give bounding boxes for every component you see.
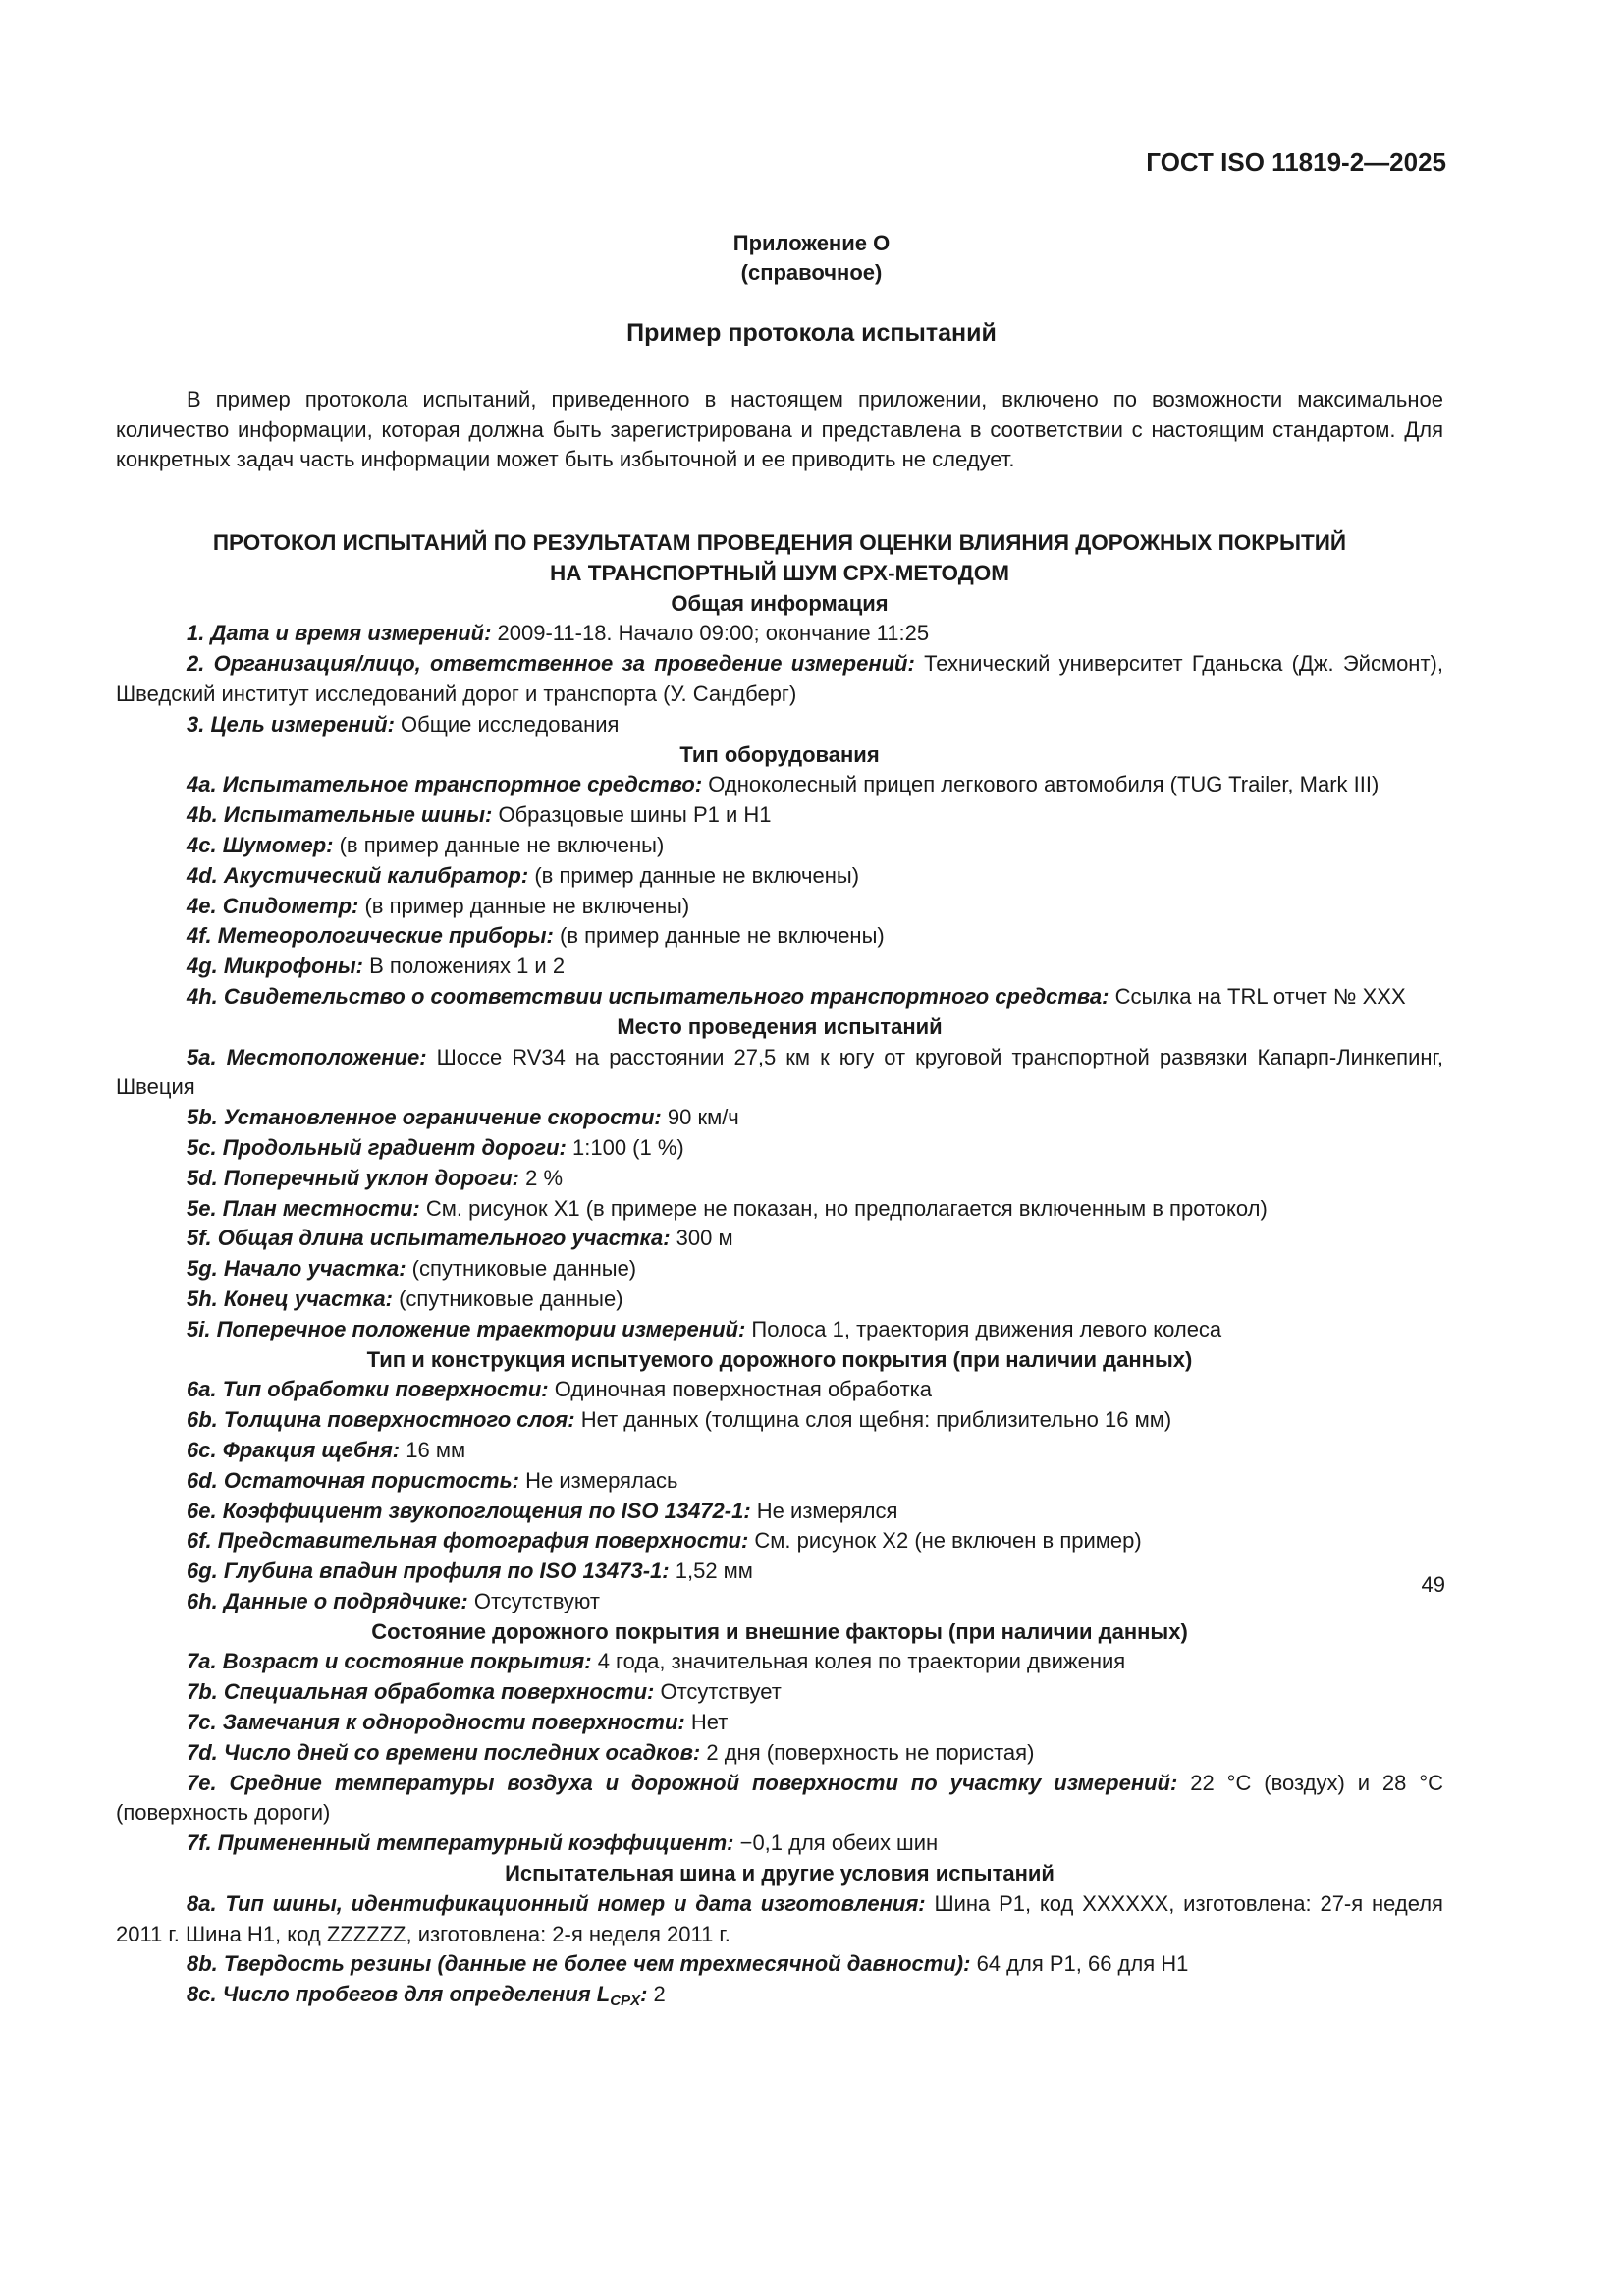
protocol-item: [116, 1557, 1443, 1587]
page-number: 49: [1421, 1572, 1445, 1597]
protocol-item: [116, 1375, 1443, 1405]
section-heading: Испытательная шина и другие условия испытаний: [505, 1861, 1055, 1886]
protocol-item: [116, 1829, 1443, 1859]
item-label-text: 5i. Поперечное положение траектории измерений:: [187, 1316, 746, 1341]
appendix-title: Приложение О: [732, 231, 891, 255]
item-label-text: 6f. Представительная фотография поверхности:: [187, 1528, 749, 1554]
item-label-text: 4h. Свидетельство о соответствии испытательного транспортного средства:: [187, 983, 1109, 1009]
item-value: Полоса 1, траектория движения левого колеса: [751, 1316, 1222, 1341]
protocol-item: [116, 1224, 1443, 1254]
protocol-item: [116, 1436, 1443, 1466]
item-value: Общие исследования: [401, 711, 620, 737]
item-label-text: 4a. Испытательное транспортное средство:: [187, 772, 703, 797]
protocol-item: [116, 1738, 1443, 1769]
item-label: [187, 1982, 648, 2010]
item-label-tail: :: [640, 1982, 648, 2007]
protocol-item: [116, 1164, 1443, 1194]
item-value: 16 мм: [406, 1437, 466, 1462]
item-label-text: 7e. Средние температуры воздуха и дорожной поверхности по участку измерений:: [187, 1770, 1178, 1795]
item-label-text: 3. Цель измерений:: [187, 711, 395, 737]
item-value: Отсутствуют: [473, 1588, 601, 1613]
item-value: Нет данных (толщина слоя щебня: приблизительно 16 мм): [580, 1407, 1172, 1433]
item-label-text: 7f. Примененный температурный коэффициент:: [187, 1831, 734, 1856]
protocol-item: [116, 1769, 1443, 1830]
protocol-item: [116, 1889, 1443, 1950]
item-label-text: 5a. Местоположение:: [187, 1044, 427, 1069]
item-label-text: 4d. Акустический калибратор:: [187, 862, 529, 888]
item-label: [187, 1679, 654, 1704]
protocol-title-line-1: ПРОТОКОЛ ИСПЫТАНИЙ ПО РЕЗУЛЬТАТАМ ПРОВЕДЕНИЯ ОЦЕНКИ ВЛИЯНИЯ ДОРОЖНЫХ ПОКРЫТИЙ: [212, 530, 1347, 555]
item-label: [187, 1528, 748, 1553]
item-value: (спутниковые данные): [411, 1256, 637, 1282]
item-label: [187, 772, 702, 796]
protocol-item: [116, 921, 1443, 952]
test-protocol: [116, 528, 1443, 2010]
protocol-item: [116, 1285, 1443, 1315]
item-value: Образцовые шины P1 и H1: [498, 802, 772, 828]
protocol-item: [116, 1497, 1443, 1527]
item-label-text: 5d. Поперечный уклон дороги:: [187, 1165, 520, 1190]
item-label-text: 4b. Испытательные шины:: [187, 802, 493, 828]
item-label: [187, 1951, 970, 1976]
item-label-text: 2. Организация/лицо, ответственное за проведение измерений:: [187, 651, 915, 677]
section-heading: Тип оборудования: [679, 741, 880, 767]
item-value: 1,52 мм: [675, 1558, 753, 1584]
item-value: Не измерялся: [756, 1498, 898, 1523]
item-value: (в пример данные не включены): [560, 923, 885, 949]
item-label: [187, 1831, 733, 1855]
item-label: [187, 1286, 393, 1311]
item-label-text: 6b. Толщина поверхностного слоя:: [187, 1407, 575, 1433]
protocol-item: [116, 1254, 1443, 1285]
item-label: [187, 1891, 926, 1916]
item-label-text: 7a. Возраст и состояние покрытия:: [187, 1649, 592, 1674]
item-label: [187, 1226, 671, 1250]
item-value: (в пример данные не включены): [339, 832, 665, 857]
item-value: 300 м: [676, 1226, 733, 1251]
item-label: [187, 894, 358, 918]
item-value: 22 °С (воздух) и 28 °С (поверхность дороги): [116, 1770, 1444, 1826]
item-label-text: 6e. Коэффициент звукопоглощения по ISO 13472-1:: [187, 1498, 751, 1523]
item-label-text: 7b. Специальная обработка поверхности:: [187, 1679, 655, 1705]
item-label: [187, 1317, 745, 1341]
protocol-item: [116, 1405, 1443, 1436]
item-value: (в пример данные не включены): [364, 893, 690, 918]
document-code: ГОСТ ISO 11819-2—2025: [1146, 147, 1446, 177]
item-label-text: 7d. Число дней со времени последних осадков:: [187, 1739, 701, 1765]
protocol-sections: [116, 589, 1443, 2010]
item-label-text: 5e. План местности:: [187, 1195, 420, 1221]
item-label-text: 5g. Начало участка:: [187, 1256, 406, 1282]
protocol-item: [116, 800, 1443, 831]
item-label: [187, 1771, 1177, 1795]
appendix-subtitle: (справочное): [740, 260, 883, 285]
item-value: Шина P1, код XXXXXX, изготовлена: 27-я неделя 2011 г. Шина H1, код ZZZZZZ, изготовлена: 2-я неделя 2011 г.: [116, 1890, 1443, 1946]
item-label: [187, 1710, 685, 1734]
item-label-text: 8c. Число пробегов для определения L: [187, 1982, 611, 2007]
item-label: [187, 1649, 592, 1673]
item-label: [187, 1589, 468, 1613]
item-label-text: 7c. Замечания к однородности поверхности:: [187, 1710, 685, 1735]
item-value: 90 км/ч: [667, 1105, 739, 1130]
item-value: В положениях 1 и 2: [369, 954, 566, 979]
protocol-item: [116, 619, 1443, 649]
item-label-text: 5c. Продольный градиент дороги:: [187, 1134, 567, 1160]
protocol-title: [116, 528, 1443, 589]
item-label-text: 1. Дата и время измерений:: [187, 621, 492, 646]
protocol-item: [116, 1133, 1443, 1164]
item-label-text: 8b. Твердость резины (данные не более чем трехмесячной давности):: [187, 1951, 971, 1977]
item-label: [187, 621, 491, 645]
section-heading: Состояние дорожного покрытия и внешние факторы (при наличии данных): [371, 1618, 1188, 1644]
item-label: [187, 1166, 519, 1190]
protocol-item: [116, 1103, 1443, 1133]
item-value: Одиночная поверхностная обработка: [554, 1377, 933, 1402]
item-label: [187, 1438, 400, 1462]
item-value: Ссылка на TRL отчет № XXX: [1114, 983, 1406, 1009]
item-label: [187, 1256, 406, 1281]
item-label-text: 5b. Установленное ограничение скорости:: [187, 1105, 662, 1130]
protocol-item: [116, 649, 1443, 710]
item-label: [187, 923, 554, 948]
item-value: 4 года, значительная колея по траектории движения: [597, 1649, 1126, 1674]
item-value: 2009-11-18. Начало 09:00; окончание 11:25: [497, 621, 930, 646]
item-value: См. рисунок X2 (не включен в пример): [754, 1528, 1142, 1554]
item-label-text: 6d. Остаточная пористость:: [187, 1467, 519, 1493]
section-heading: Тип и конструкция испытуемого дорожного покрытия (при наличии данных): [366, 1346, 1193, 1372]
protocol-item: [116, 861, 1443, 892]
item-label: [187, 1740, 700, 1765]
item-label: [187, 1558, 670, 1583]
item-label: [187, 651, 915, 676]
item-value: Не измерялась: [525, 1467, 678, 1493]
protocol-item: [116, 831, 1443, 861]
item-value: 64 для P1, 66 для H1: [976, 1951, 1189, 1977]
protocol-item: [116, 1677, 1443, 1708]
item-value: 1:100 (1 %): [572, 1134, 684, 1160]
item-value: Нет: [690, 1710, 729, 1735]
item-label: [187, 802, 492, 827]
protocol-item: [116, 1587, 1443, 1617]
item-label-text: 4f. Метеорологические приборы:: [187, 923, 554, 949]
protocol-item: [116, 892, 1443, 922]
protocol-item: [116, 1949, 1443, 1980]
item-label: [187, 712, 395, 737]
item-label: [187, 1407, 575, 1432]
item-label-text: 6a. Тип обработки поверхности:: [187, 1377, 549, 1402]
item-label-text: 4g. Микрофоны:: [187, 954, 363, 979]
item-label-text: 4c. Шумомер:: [187, 832, 334, 857]
item-value: 2: [653, 1982, 666, 2007]
item-label: [187, 1196, 420, 1221]
protocol-item: [116, 1526, 1443, 1557]
protocol-item: [116, 1647, 1443, 1677]
item-label: [187, 984, 1109, 1009]
item-label: [187, 1499, 751, 1523]
item-value: 2 %: [525, 1165, 564, 1190]
protocol-item: [116, 1043, 1443, 1104]
protocol-item: [116, 1980, 1443, 2010]
protocol-title-line-2: НА ТРАНСПОРТНЫЙ ШУМ СРХ-МЕТОДОМ: [549, 560, 1009, 585]
item-label-text: 6c. Фракция щебня:: [187, 1437, 401, 1462]
item-value: 2 дня (поверхность не пористая): [706, 1739, 1035, 1765]
item-label-subscript: CPX: [610, 1993, 641, 2010]
item-label: [187, 1468, 519, 1493]
protocol-item: [116, 982, 1443, 1012]
example-title: Пример протокола испытаний: [626, 319, 997, 347]
protocol-item: [116, 952, 1443, 982]
item-label: [187, 1045, 427, 1069]
item-label-text: 5f. Общая длина испытательного участка:: [187, 1226, 671, 1251]
item-label-text: 6h. Данные о подрядчике:: [187, 1588, 468, 1613]
item-label: [187, 954, 363, 978]
item-label: [187, 863, 528, 888]
section-heading: Место проведения испытаний: [617, 1013, 943, 1039]
appendix-heading: [0, 229, 1623, 288]
item-value: (в пример данные не включены): [534, 862, 860, 888]
item-label: [187, 1105, 662, 1129]
item-value: Одноколесный прицеп легкового автомобиля (TUG Trailer, Mark III): [708, 772, 1380, 797]
item-label-text: 6g. Глубина впадин профиля по ISO 13473-1:: [187, 1558, 670, 1584]
item-label: [187, 1135, 567, 1160]
section-heading: Общая информация: [671, 590, 889, 616]
item-value: Шоссе RV34 на расстоянии 27,5 км к югу от круговой транспортной развязки Капарп-Линкепинг, Швеция: [116, 1044, 1443, 1100]
protocol-item: [116, 1194, 1443, 1225]
item-value: (спутниковые данные): [399, 1285, 623, 1311]
item-label-text: 5h. Конец участка:: [187, 1285, 393, 1311]
item-value: Отсутствует: [660, 1679, 782, 1705]
protocol-item: [116, 1466, 1443, 1497]
item-value: −0,1 для обеих шин: [739, 1831, 939, 1856]
item-label-text: 4e. Спидометр:: [187, 893, 359, 918]
item-label-text: 8a. Тип шины, идентификационный номер и дата изготовления:: [187, 1890, 926, 1916]
item-label: [187, 833, 333, 857]
intro-paragraph: В пример протокола испытаний, приведенного в настоящем приложении, включено по возможности максимальное количество информации, которая должна быть зарегистрирована и представлена в соответствии с настоящим стандартом. Для конкретных задач часть информации может быть избыточной и ее приводить не следует.: [116, 387, 1443, 471]
item-label: [187, 1377, 549, 1401]
protocol-item: [116, 770, 1443, 800]
item-value: Технический университет Гданьска (Дж. Эйсмонт), Шведский институт исследований дорог и транспорта (У. Сандберг): [116, 651, 1443, 706]
item-value: См. рисунок X1 (в примере не показан, но предполагается включенным в протокол): [425, 1195, 1268, 1221]
protocol-item: [116, 1708, 1443, 1738]
protocol-item: [116, 710, 1443, 740]
protocol-item: [116, 1315, 1443, 1345]
